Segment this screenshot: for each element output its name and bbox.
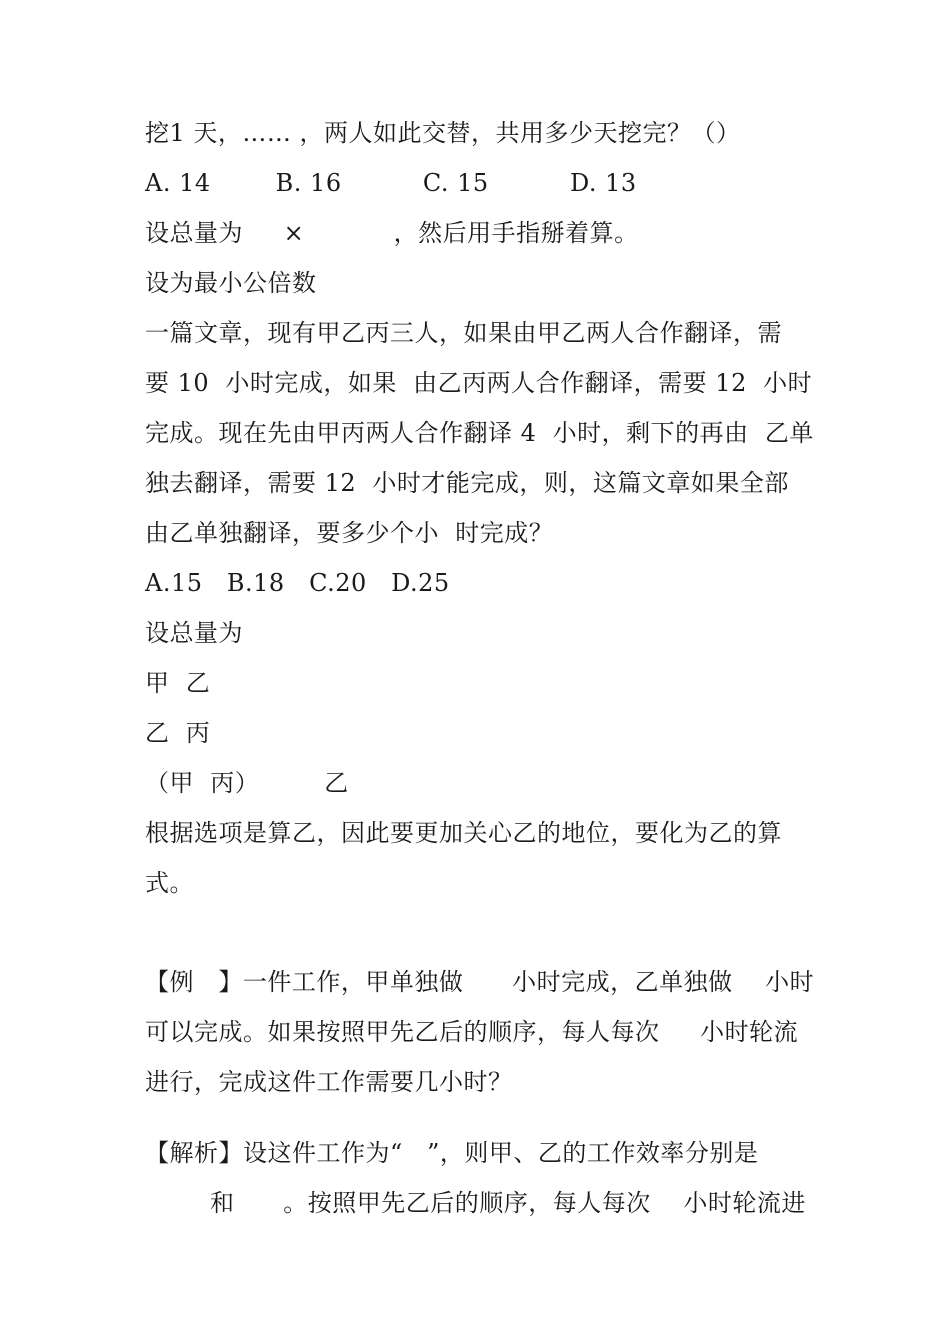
text-line: 根据选项是算乙，因此要更加关心乙的地位，要化为乙的算	[145, 819, 782, 847]
text-line: （甲 丙） 乙	[145, 769, 349, 797]
text-line: 由乙单独翻译，要多少个小 时完成？	[145, 519, 554, 547]
text-line: A. 14 B. 16 C. 15 D. 13	[145, 169, 637, 197]
text-line: 乙 丙	[145, 719, 211, 747]
text-line: 【解析】设这件工作为“ ”，则甲、乙的工作效率分别是	[145, 1139, 759, 1167]
text-line: 进行，完成这件工作需要几小时？	[145, 1068, 513, 1096]
text-line: 要 10 小时完成，如果 由乙丙两人合作翻译，需要 12 小时	[145, 369, 813, 397]
text-line: 设总量为	[145, 619, 243, 647]
text-line: 可以完成。如果按照甲先乙后的顺序，每人每次 小时轮流	[145, 1018, 799, 1046]
text-line: 甲 乙	[145, 669, 211, 697]
text-line: 独去翻译，需要 12 小时才能完成，则，这篇文章如果全部	[145, 469, 789, 497]
text-line: 设总量为 × ，然后用手指掰着算。	[145, 219, 639, 247]
text-line: 一篇文章，现有甲乙丙三人，如果由甲乙两人合作翻译，需	[145, 319, 782, 347]
text-line: 挖1 天，…… ，两人如此交替，共用多少天挖完？（）	[145, 119, 741, 147]
text-line: 设为最小公倍数	[145, 269, 317, 297]
text-line: 【例 】一件工作，甲单独做 小时完成，乙单独做 小时	[145, 968, 815, 996]
text-line: A.15 B.18 C.20 D.25	[145, 569, 450, 597]
text-line: 完成。现在先由甲丙两人合作翻译 4 小时，剩下的再由 乙单	[145, 419, 814, 447]
text-line: 和 。按照甲先乙后的顺序，每人每次 小时轮流进	[145, 1189, 806, 1217]
text-line: 式。	[145, 869, 194, 897]
